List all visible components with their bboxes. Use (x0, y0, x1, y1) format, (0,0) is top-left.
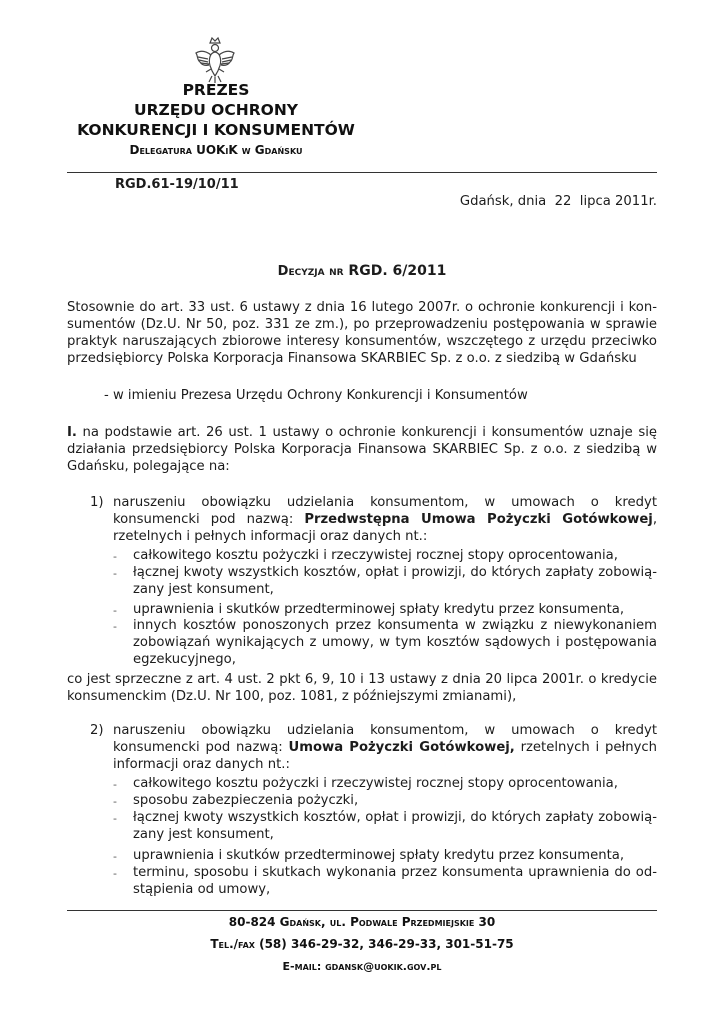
bullet-dash: - (113, 778, 117, 791)
item-1-text (113, 494, 657, 545)
item-1-conclusion: co jest sprzeczne z art. 4 ust. 2 pkt 6, 9, 10 i 13 ustawy z dnia 20 lipca 2001r. o kredycie konsumenckim (Dz.U. Nr 100, poz. 1081, z późniejszymi zmianami), (67, 672, 657, 704)
header-divider (67, 172, 657, 173)
item-1-bullet: uprawnienia i skutków przedterminowej spłaty kredytu przez konsumenta, (133, 602, 625, 617)
item-2-bullet: uprawnienia i skutków przedterminowej spłaty kredytu przez konsumenta, (133, 848, 625, 863)
item-1-agreement: Przedwstępna Umowa Pożyczki Gotówkowej (304, 512, 653, 527)
bullet-dash: - (113, 812, 117, 825)
decision-title-prefix: Decyzja nr (277, 264, 344, 279)
item-1-bullet: całkowitego kosztu pożyczki i rzeczywistej rocznej stopy oprocentowania, (133, 548, 618, 563)
item-1-number: 1) (90, 495, 104, 510)
bullet-dash: - (113, 620, 117, 633)
bullet-dash: - (113, 795, 117, 808)
header-urzad: URZĘDU OCHRONY (133, 101, 299, 119)
header-delegatura: Delegatura UOKiK w Gdańsku (129, 143, 303, 157)
polish-eagle-emblem-icon (194, 36, 236, 84)
header-konkurencji: KONKURENCJI I KONSUMENTÓW (77, 121, 355, 139)
item-2-text-before: naruszeniu obowiązku udzielania konsumentom, w umowach o kredyt konsumencki pod nazwą: (113, 723, 657, 755)
section-1-label: I. (67, 425, 77, 440)
item-2-text (113, 722, 657, 773)
footer-email: E-mail: gdansk@uokik.gov.pl (282, 960, 442, 973)
decision-title-number: RGD. 6/2011 (348, 263, 447, 279)
bullet-dash: - (113, 567, 117, 580)
footer-address: 80-824 Gdańsk, ul. Podwale Przedmiejskie 30 (228, 915, 496, 929)
item-1-bullet: innych kosztów ponoszonych przez konsumenta w związku z niewykonaniem zobowiązań wynikających z umowy, w tym kosztów sądowych i postępowania egzekucyjnego, (133, 618, 657, 667)
section-1 (67, 424, 657, 475)
item-1-text-after: , rzetelnych i pełnych informacji oraz danych nt.: (113, 512, 658, 544)
decision-title (200, 262, 524, 281)
footer-divider (67, 910, 657, 911)
bullet-dash: - (113, 850, 117, 863)
bullet-dash: - (113, 550, 117, 563)
bullet-dash: - (113, 867, 117, 880)
section-1-text: na podstawie art. 26 ust. 1 ustawy o ochronie konkurencji i konsumentów uznaje się działania przedsiębiorcy Polska Korporacja Finansowa SKARBIEC Sp. z o.o. z siedzibą w Gdańsku, polegające na: (67, 425, 657, 474)
item-2-number: 2) (90, 723, 104, 738)
item-2-bullet: łącznej kwoty wszystkich kosztów, opłat i prowizji, do których zapłaty zobowiązany jest konsument, (133, 810, 657, 842)
place-date: Gdańsk, dnia 22 lipca 2011r. (459, 194, 657, 209)
bullet-dash: - (113, 604, 117, 617)
item-2-text-after: rzetelnych i pełnych informacji oraz danych nt.: (113, 740, 657, 772)
intro-paragraph: Stosownie do art. 33 ust. 6 ustawy z dnia 16 lutego 2007r. o ochronie konkurencji i konsumentów (Dz.U. Nr 50, poz. 331 ze zm.), po przeprowadzeniu postępowania w sprawie praktyk naruszających zbiorowe interesy konsumentów, wszczętego z urzędu przeciwko przedsiębiorcy Polska Korporacja Finansowa SKARBIEC Sp. z o.o. z siedzibą w Gdańsku (67, 300, 657, 366)
in-name-line: - w imieniu Prezesa Urzędu Ochrony Konkurencji i Konsumentów (104, 388, 528, 403)
header-prezes: PREZES (182, 81, 250, 99)
item-1-bullet: łącznej kwoty wszystkich kosztów, opłat i prowizji, do których zapłaty zobowiązany jest konsument, (133, 565, 657, 597)
item-2-agreement: Umowa Pożyczki Gotówkowej, (288, 740, 515, 755)
item-2-bullet: terminu, sposobu i skutkach wykonania przez konsumenta uprawnienia do odstąpienia od umowy, (133, 865, 657, 897)
item-1-text-before: naruszeniu obowiązku udzielania konsumentom, w umowach o kredyt konsumencki pod nazwą: (113, 495, 657, 527)
footer-phone: Tel./fax (58) 346-29-32, 346-29-33, 301-51-75 (210, 937, 514, 951)
item-2-bullet: całkowitego kosztu pożyczki i rzeczywistej rocznej stopy oprocentowania, (133, 776, 618, 791)
item-2-bullet: sposobu zabezpieczenia pożyczki, (133, 793, 359, 808)
case-number: RGD.61-19/10/11 (115, 177, 239, 192)
